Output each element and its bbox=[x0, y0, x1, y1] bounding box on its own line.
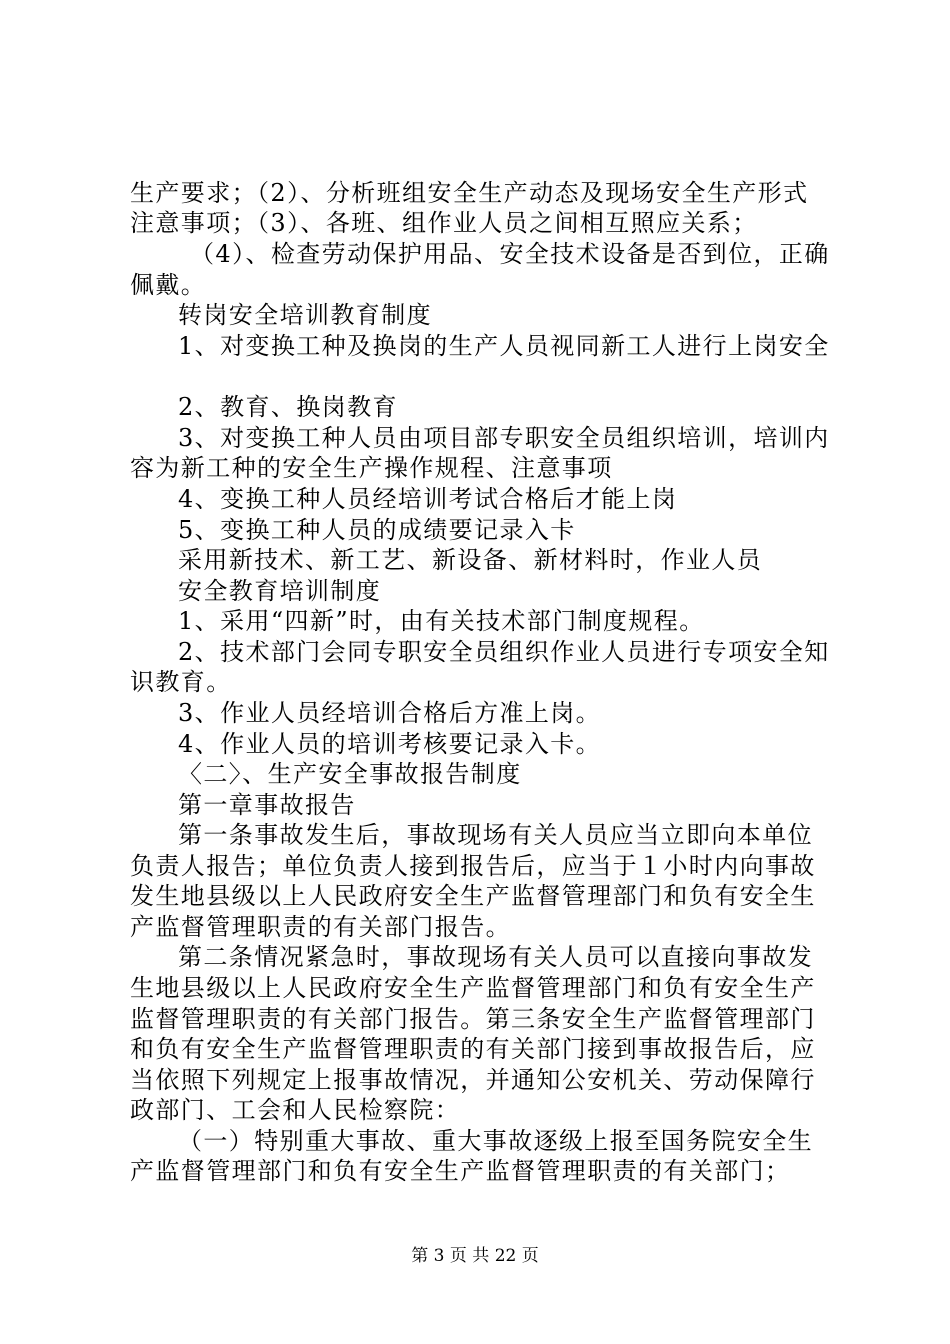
text-line: 产监督管理部门和负有安全生产监督管理职责的有关部门； bbox=[130, 1157, 791, 1185]
text-line: 3、作业人员经培训合格后方准上岗。 bbox=[178, 699, 602, 727]
section-heading: 转岗安全培训教育制度 bbox=[178, 301, 432, 329]
section-heading: 〈二〉、生产安全事故报告制度 bbox=[178, 760, 522, 788]
page-number-footer: 第 3 页 共 22 页 bbox=[411, 1246, 539, 1266]
text-line: 监督管理职责的有关部门报告。第三条安全生产监督管理部门 bbox=[130, 1005, 816, 1033]
chapter-heading: 第一章事故报告 bbox=[178, 791, 356, 819]
text-line: 2、教育、换岗教育 bbox=[178, 393, 398, 421]
section-heading: 安全教育培训制度 bbox=[178, 577, 382, 605]
text-line: 负责人报告；单位负责人接到报告后，应当于１小时内向事故 bbox=[130, 852, 816, 880]
text-line: 第二条情况紧急时，事故现场有关人员可以直接向事故发 bbox=[178, 943, 813, 971]
text-line: 生地县级以上人民政府安全生产监督管理部门和负有安全生产 bbox=[130, 974, 816, 1002]
text-line: 容为新工种的安全生产操作规程、注意事项 bbox=[130, 454, 613, 482]
text-line: 第一条事故发生后，事故现场有关人员应当立即向本单位 bbox=[178, 821, 813, 849]
text-line: 注意事项；（3）、各班、组作业人员之间相互照应关系； bbox=[130, 209, 758, 237]
text-line: 识教育。 bbox=[130, 668, 232, 696]
text-line: 4、变换工种人员经培训考试合格后才能上岗 bbox=[178, 485, 678, 513]
text-line: 当依照下列规定上报事故情况，并通知公安机关、劳动保障行 bbox=[130, 1066, 816, 1094]
text-line: 政部门、工会和人民检察院： bbox=[130, 1096, 461, 1124]
text-line: 和负有安全生产监督管理职责的有关部门接到事故报告后，应 bbox=[130, 1035, 816, 1063]
text-line: 生产要求；（2）、分析班组安全生产动态及现场安全生产形式 bbox=[130, 179, 809, 207]
text-line: 1、对变换工种及换岗的生产人员视同新工人进行上岗安全 bbox=[178, 332, 830, 360]
section-heading: 采用新技术、新工艺、新设备、新材料时，作业人员 bbox=[178, 546, 763, 574]
text-line: 4、作业人员的培训考核要记录入卡。 bbox=[178, 730, 602, 758]
text-line: 1、采用“四新”时，由有关技术部门制度规程。 bbox=[178, 607, 705, 635]
text-line: 5、变换工种人员的成绩要记录入卡 bbox=[178, 516, 576, 544]
text-line: （4）、检查劳动保护用品、安全技术设备是否到位，正确 bbox=[190, 240, 830, 268]
text-line: 发生地县级以上人民政府安全生产监督管理部门和负有安全生 bbox=[130, 882, 816, 910]
text-line: 3、对变换工种人员由项目部专职安全员组织培训，培训内 bbox=[178, 424, 830, 452]
text-line: （一）特别重大事故、重大事故逐级上报至国务院安全生 bbox=[178, 1127, 813, 1155]
text-line: 2、技术部门会同专职安全员组织作业人员进行专项安全知 bbox=[178, 638, 830, 666]
text-line: 佩戴。 bbox=[130, 271, 207, 299]
text-line: 产监督管理职责的有关部门报告。 bbox=[130, 913, 511, 941]
